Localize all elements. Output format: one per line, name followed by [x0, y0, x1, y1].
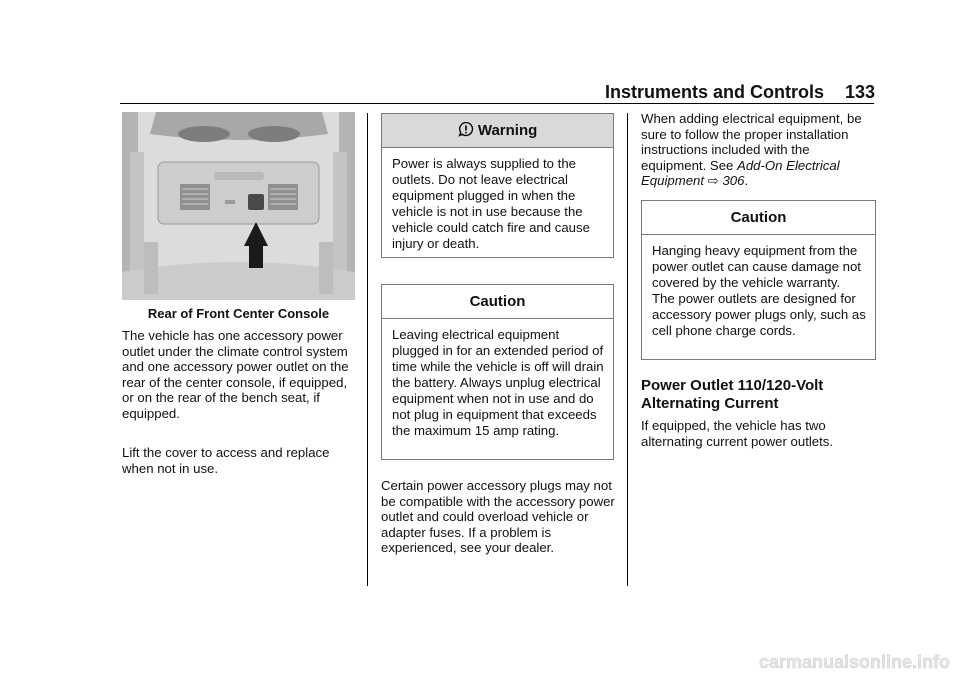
column-divider-1 [367, 113, 368, 586]
footer-watermark [710, 648, 960, 678]
warning-box [381, 113, 614, 258]
caution-body: Leaving electrical equipment plugged in for an extended period of time while the vehicle is off will drain the battery. Always unplug electrical equipment when not in use and do not plug in equipment that exceeds the maximum 15 amp rating. [392, 327, 604, 438]
caution-body: Hanging heavy equipment from the power outlet can cause damage not covered by the vehicle warranty. The power outlets are designed for accessory power plugs only, such as cell phone charge cords. [652, 243, 866, 338]
cover-paragraph: Lift the cover to access and replace when not in use. [122, 445, 330, 476]
page-ref-number[interactable]: 306 [722, 173, 745, 189]
warning-header [382, 114, 613, 148]
warning-bubble-icon [458, 121, 474, 137]
installation-text: When adding electrical equipment, be sure to follow the proper installation instructions included with the equipment. See [641, 111, 862, 173]
power-outlet-console-illustration [122, 112, 355, 300]
page-number: 133 [845, 82, 876, 102]
watermark-logo [710, 648, 960, 678]
compatibility-paragraph: Certain power accessory plugs may not be compatible with the accessory power outlet and could overload vehicle or adapter fuses. If a problem is experienced, see your dealer. [381, 478, 615, 556]
figure-caption: Rear of Front Center Console [147, 306, 330, 321]
watermark-text: carmanualsonline.info [758, 652, 950, 672]
caution-header: Caution [642, 201, 875, 235]
installation-text-end: . [744, 173, 749, 189]
section-title: Instruments and Controls [605, 82, 825, 102]
caution-box-heavy-equipment [641, 200, 876, 360]
section-heading: Power Outlet 110/120-Volt Alternating Current [641, 377, 824, 412]
header-rule [120, 103, 874, 104]
caution-box-battery [381, 284, 614, 460]
page-ref-arrow-icon: ⇨ [707, 173, 719, 189]
installation-paragraph [641, 111, 877, 189]
ac-outlet-paragraph: If equipped, the vehicle has two alternating current power outlets. [641, 418, 834, 449]
warning-title: Warning [477, 122, 538, 139]
warning-body: Power is always supplied to the outlets. Do not leave electrical equipment plugged in when the vehicle is not in use because the vehicle could catch fire and cause injury or death. [392, 156, 590, 251]
caution-header: Caution [382, 285, 613, 319]
console-figure [122, 112, 355, 300]
column-divider-2 [627, 113, 628, 586]
add-on-equipment-link[interactable]: Add-On Electrical Equipment [641, 157, 840, 189]
accessory-outlet-paragraph: The vehicle has one accessory power outlet under the climate control system and one accessory power outlet on the rear of the center console, if equipped, or on the rear of the bench seat, if equipped. [122, 328, 349, 421]
